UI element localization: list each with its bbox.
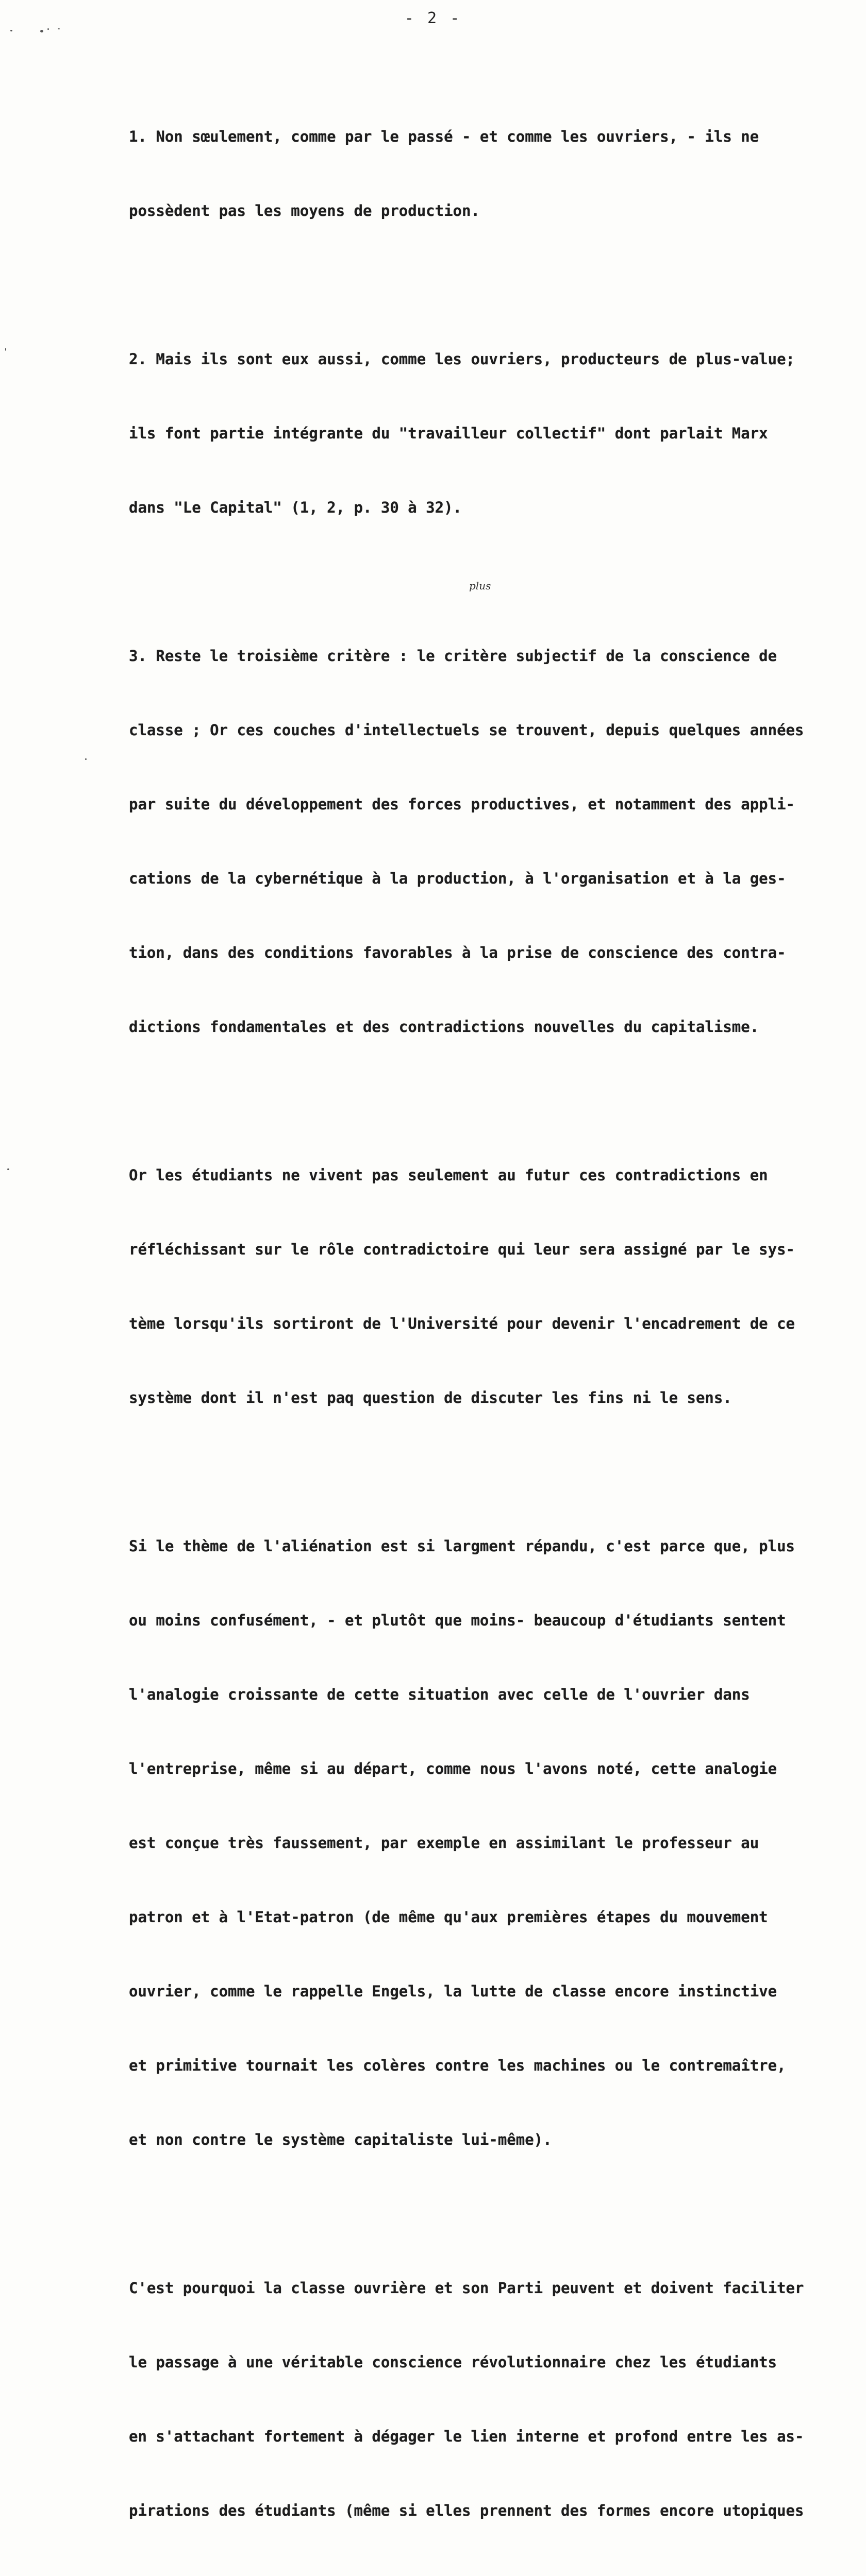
text-line: ouvrier, comme le rappelle Engels, la lutte de classe encore instinctive [129,1982,777,2000]
text-line: 3. Reste le troisième critère : le critère subjectif de la conscience de [129,647,777,665]
text-line: 1. Non sœulement, comme par le passé - et comme les ouvriers, - ils ne [129,128,759,145]
scan-speck [10,30,12,31]
text-line: 2. Mais ils sont eux aussi, comme les ouvriers, producteurs de plus-value; [129,350,795,368]
text-line: tème lorsqu'ils sortiront de l'Université pour devenir l'encadrement de ce [129,1315,795,1332]
body-text [129,75,851,2576]
text-line: classe ; Or ces couches d'intellectuels se trouvent, depuis quelques années [129,721,804,739]
scan-speck [85,758,87,760]
text-line: ils font partie intégrante du "travailleur collectif" dont parlait Marx [129,425,768,442]
text-line: patron et à l'Etat-patron (de même qu'aux premières étapes du mouvement [129,1908,768,1926]
scan-speck [58,28,60,29]
text-line: cations de la cybernétique à la production, à l'organisation et à la ges- [129,870,786,887]
text-line: en s'attachant fortement à dégager le lien interne et profond entre les as- [129,2428,804,2445]
scan-speck [5,348,6,351]
text-line [129,2572,851,2576]
text-line: le passage à une véritable conscience révolutionnaire chez les étudiants [129,2353,777,2371]
handwritten-insert-note: plus [469,580,491,592]
paragraph-4 [129,1113,851,1460]
scan-speck [47,28,49,30]
text-line: par suite du développement des forces productives, et notamment des appli- [129,795,795,813]
text-line: et primitive tournait les colères contre les machines ou le contremaître, [129,2057,786,2074]
text-line: dans "Le Capital" (1, 2, p. 30 à 32). [129,499,462,516]
text-line: ou moins confusément, - et plutôt que moins- beaucoup d'étudiants sentent [129,1612,786,1629]
scan-speck [7,1168,9,1170]
text-line: système dont il n'est paq question de discuter les fins ni le sens. [129,1389,732,1406]
text-line: Si le thème de l'aliénation est si largment répandu, c'est parce que, plus [129,1537,795,1555]
paragraph-3 [129,594,851,1089]
paragraph-6 [129,2226,851,2576]
paragraph-5 [129,1484,851,2201]
page-number: - 2 - [404,9,462,27]
text-line: C'est pourquoi la classe ouvrière et son Parti peuvent et doivent faciliter [129,2279,804,2297]
text-line: Or les étudiants ne vivent pas seulement au futur ces contradictions en [129,1166,768,1184]
text-line: est conçue très faussement, par exemple en assimilant le professeur au [129,1834,759,1852]
text-line: l'analogie croissante de cette situation avec celle de l'ouvrier dans [129,1686,750,1703]
text-line: réfléchissant sur le rôle contradictoire qui leur sera assigné par le sys- [129,1241,795,1258]
paragraph-1 [129,75,851,273]
paragraph-2 [129,297,851,569]
text-line: tion, dans des conditions favorables à la prise de conscience des contra- [129,944,786,961]
text-line: et non contre le système capitaliste lui-même). [129,2131,552,2148]
scan-speck [40,30,43,32]
text-line: possèdent pas les moyens de production. [129,202,480,219]
text-line: dictions fondamentales et des contradictions nouvelles du capitalisme. [129,1018,759,1036]
text-line: pirations des étudiants (même si elles prennent des formes encore utopiques [129,2502,804,2519]
text-line: l'entreprise, même si au départ, comme nous l'avons noté, cette analogie [129,1760,777,1777]
